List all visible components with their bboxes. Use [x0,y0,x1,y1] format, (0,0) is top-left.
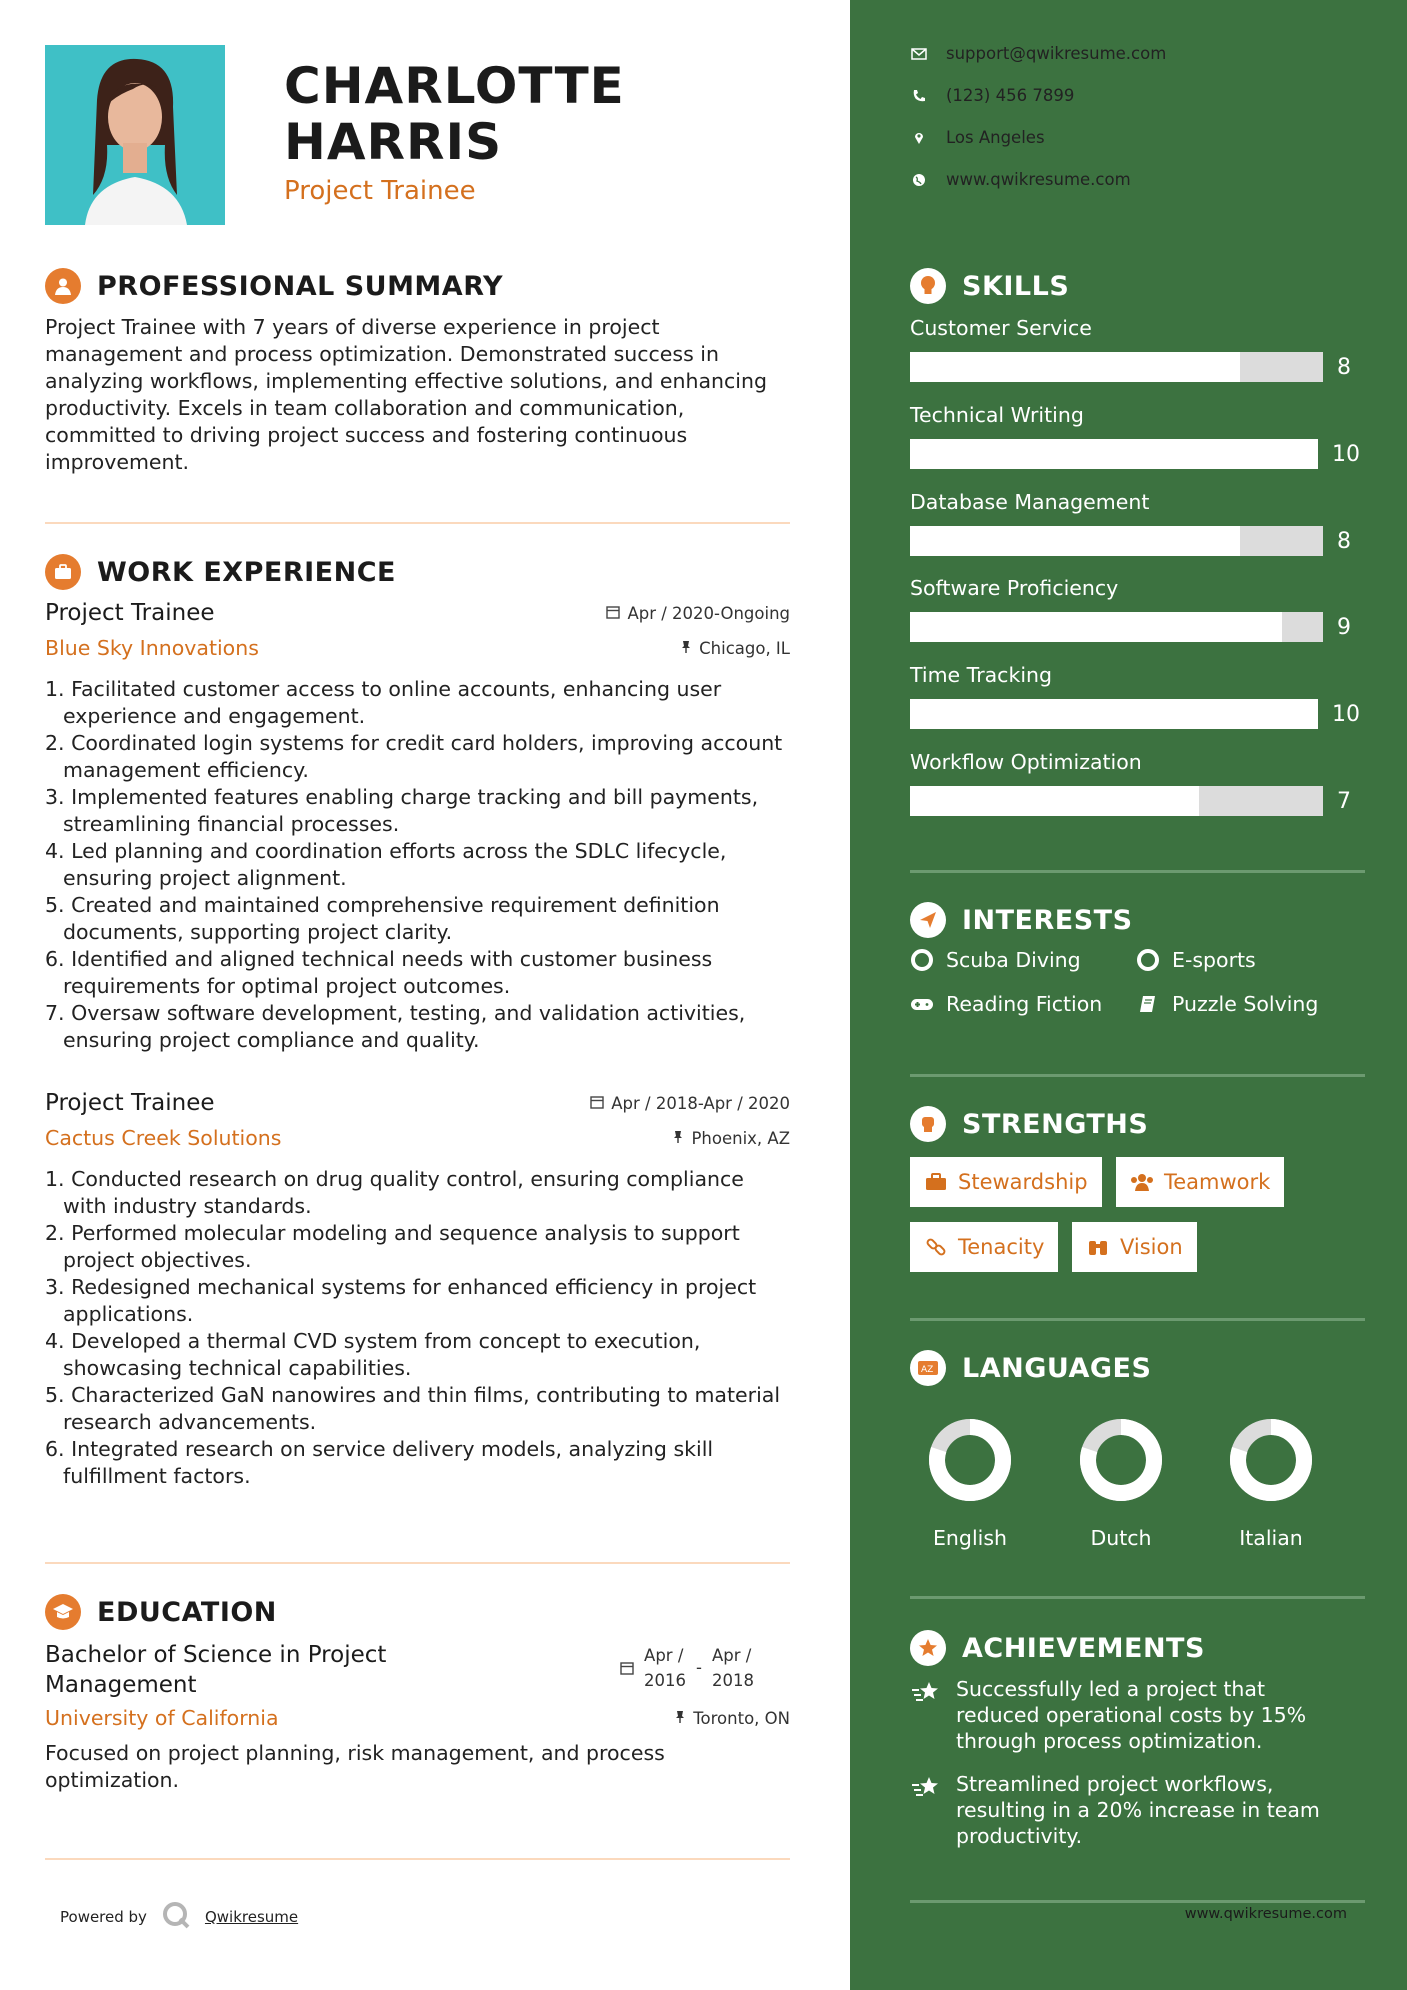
job-dates-text: Apr / 2018-Apr / 2020 [611,1093,790,1113]
website-text[interactable]: www.qwikresume.com [946,170,1131,189]
list-item: 4. Led planning and coordination efforts across the SDLC lifecycle, ensuring project alignment. [45,839,727,890]
user-icon [45,268,81,304]
interest-label: Reading Fiction [946,992,1103,1016]
language-item [1061,1412,1181,1550]
list-item: 6. Integrated research on service delivery models, analyzing skill fulfillment factors. [45,1437,714,1488]
language-item [1211,1412,1331,1550]
book-icon [1136,994,1160,1014]
list-item: 2. Performed molecular modeling and sequence analysis to support project objectives. [45,1221,740,1272]
skill-item [910,663,1360,729]
list-item: 3. Implemented features enabling charge tracking and bill payments, streamlining financial processes. [45,785,759,836]
strength-label: Tenacity [958,1235,1045,1259]
achievement-item [910,1771,1340,1849]
job-location-text: Phoenix, AZ [691,1128,790,1148]
date-separator: - [696,1658,702,1677]
language-icon [910,1350,946,1386]
link-icon [924,1236,948,1258]
sidebar-divider [910,1900,1365,1903]
language-name: English [932,1526,1008,1550]
strength-tag [910,1157,1102,1207]
education-heading [45,1594,277,1630]
skill-bar [910,612,1323,642]
job-dates [606,604,790,623]
interest-item [910,948,1081,972]
footer-url[interactable]: www.qwikresume.com [1184,1906,1347,1922]
gamepad-icon [910,996,934,1012]
list-item: 5. Characterized GaN nanowires and thin films, contributing to material research advancements. [45,1383,781,1434]
job-location-text: Chicago, IL [699,638,790,658]
skill-item [910,316,1360,382]
education-entry [45,1640,790,1794]
degree-line-2: Management [45,1672,197,1698]
candidate-title: Project Trainee [284,176,476,206]
skill-label: Software Proficiency [910,576,1119,600]
achievement-text: Successfully led a project that reduced operational costs by 15% through process optimization. [956,1677,1307,1753]
sidebar-divider [910,870,1365,873]
job-company: Cactus Creek Solutions [45,1126,282,1150]
profile-photo [45,45,225,225]
skill-value: 10 [1332,441,1360,467]
interest-label: E-sports [1172,948,1256,972]
school-location [674,1709,790,1728]
fist-icon [910,1106,946,1142]
interest-item [1136,992,1318,1016]
star-icon [910,1630,946,1666]
school: University of California [45,1706,279,1730]
list-item: 6. Identified and aligned technical needs with customer business requirements for optimal project outcomes. [45,947,713,998]
job-dates-text: Apr / 2020-Ongoing [627,603,790,623]
shooting-star-icon [910,1771,942,1849]
job-entry-2 [45,1090,790,1490]
strength-label: Stewardship [958,1170,1088,1194]
contact-website [910,170,1131,189]
achievements-title: ACHIEVEMENTS [962,1632,1205,1664]
envelope-icon [910,48,928,60]
start-year: 2016 [644,1671,687,1690]
pin-icon [680,639,692,658]
skill-value: 8 [1337,354,1351,380]
sidebar-divider [910,1318,1365,1321]
language-name: Italian [1239,1526,1303,1550]
skill-bar-fill [910,352,1240,382]
brand-link[interactable]: Qwikresume [204,1908,299,1926]
summary-text: Project Trainee with 7 years of diverse experience in project management and process optimization. Demonstrated success in analyzing workflows, implementing effective solutions, and enhancing productivity. Excels in team collaboration and communication, committed to driving project success and fostering continuous improvement. [45,315,767,474]
skill-bar-fill [910,439,1318,469]
skill-bar [910,699,1318,729]
location-text: Los Angeles [946,128,1045,147]
skill-label: Technical Writing [910,403,1084,427]
degree [45,1640,386,1700]
phone-text: (123) 456 7899 [946,86,1075,105]
svg-text:AZ: AZ [921,1365,934,1375]
strengths-heading [910,1106,1148,1142]
paper-plane-icon [910,902,946,938]
name-last: HARRIS [284,113,503,171]
briefcase-icon [924,1173,948,1191]
pin-icon [674,1709,686,1728]
summary-heading [45,268,503,304]
language-item [910,1412,1030,1550]
experience-heading [45,554,396,590]
job-dates [590,1094,790,1113]
job-location [680,639,790,658]
strengths-title: STRENGTHS [962,1108,1149,1140]
education-dates [620,1640,790,1700]
skill-value: 8 [1337,528,1351,554]
interests-heading [910,902,1133,938]
list-item: 3. Redesigned mechanical systems for enhanced efficiency in project applications. [45,1275,757,1326]
skill-bar-fill [910,786,1199,816]
achievement-text: Streamlined project workflows, resulting in a 20% increase in team productivity. [956,1772,1320,1848]
skill-bar [910,786,1323,816]
language-ring [1061,1412,1181,1508]
job-bullets [45,1166,790,1490]
job-entry-1 [45,600,790,1054]
briefcase-icon [45,554,81,590]
languages-title: LANGUAGES [962,1352,1152,1384]
skill-value: 7 [1337,788,1351,814]
name-first: CHARLOTTE [284,57,625,115]
strength-tag [1072,1222,1197,1272]
sidebar-divider [910,1596,1365,1599]
skill-bar-fill [910,699,1318,729]
skill-bar [910,439,1318,469]
powered-by-label: Powered by [60,1908,147,1926]
skill-item [910,403,1360,469]
shooting-star-icon [910,1676,942,1754]
divider [45,522,790,524]
sidebar-divider [910,1074,1365,1077]
contact-email [910,44,1166,63]
calendar-icon [620,1643,634,1682]
achievements-heading [910,1630,1205,1666]
skill-bar [910,352,1323,382]
candidate-name [284,58,625,170]
languages-heading [910,1350,1151,1386]
skill-item [910,576,1360,642]
email-text[interactable]: support@qwikresume.com [946,44,1167,63]
interest-label: Scuba Diving [946,948,1081,972]
lightbulb-icon [910,268,946,304]
school-location-text: Toronto, ON [693,1708,790,1728]
lifebuoy-icon [910,949,934,971]
language-name: Dutch [1090,1526,1152,1550]
strength-tag [1116,1157,1284,1207]
skill-item [910,750,1360,816]
skill-value: 9 [1337,614,1351,640]
skills-heading [910,268,1069,304]
job-bullets [45,676,790,1054]
interest-item [1136,948,1256,972]
powered-by [60,1900,298,1934]
degree-line-1: Bachelor of Science in Project [45,1642,387,1668]
list-item: 7. Oversaw software development, testing, and validation activities, ensuring project compliance and quality. [45,1001,746,1052]
end-year: 2018 [712,1671,754,1690]
list-item: 1. Conducted research on drug quality control, ensuring compliance with industry standards. [45,1167,744,1218]
divider [45,1858,790,1860]
list-item: 5. Created and maintained comprehensive requirement definition documents, supporting project clarity. [45,893,720,944]
job-location [672,1129,790,1148]
end-month: Apr / [712,1646,752,1665]
graduation-icon [45,1594,81,1630]
skill-bar [910,526,1323,556]
experience-title: WORK EXPERIENCE [97,556,396,588]
binoculars-icon [1086,1237,1110,1257]
skills-title: SKILLS [962,270,1070,302]
qwikresume-logo-icon [161,1900,191,1934]
list-item: 2. Coordinated login systems for credit card holders, improving account management efficiency. [45,731,783,782]
phone-icon [910,89,928,103]
calendar-icon [590,1094,604,1113]
skill-bar-fill [910,612,1282,642]
interest-item [910,992,1102,1016]
calendar-icon [606,604,620,623]
end-date [712,1643,754,1693]
skill-label: Workflow Optimization [910,750,1142,774]
interest-label: Puzzle Solving [1172,992,1319,1016]
list-item: 1. Facilitated customer access to online accounts, enhancing user experience and engagement. [45,677,722,728]
start-date [644,1643,686,1693]
pin-icon [672,1129,684,1148]
lifebuoy-icon [1136,949,1160,971]
language-ring [1211,1412,1331,1508]
skill-bar-fill [910,526,1240,556]
contact-location [910,128,1045,147]
achievement-item [910,1676,1340,1754]
job-role: Project Trainee [45,1090,215,1116]
divider [45,1562,790,1564]
skill-label: Customer Service [910,316,1092,340]
map-marker-icon [910,131,928,145]
skill-value: 10 [1332,701,1360,727]
skill-item [910,490,1360,556]
skill-label: Database Management [910,490,1150,514]
language-ring [910,1412,1030,1508]
start-month: Apr / [644,1646,684,1665]
skill-label: Time Tracking [910,663,1053,687]
list-item: 4. Developed a thermal CVD system from concept to execution, showcasing technical capabilities. [45,1329,701,1380]
job-role: Project Trainee [45,600,215,626]
strength-label: Vision [1120,1235,1183,1259]
strength-tag [910,1222,1058,1272]
education-title: EDUCATION [97,1596,277,1628]
strength-label: Teamwork [1164,1170,1271,1194]
contact-phone [910,86,1074,105]
users-icon [1130,1173,1154,1191]
job-company: Blue Sky Innovations [45,636,259,660]
summary-title: PROFESSIONAL SUMMARY [97,270,504,302]
education-description: Focused on project planning, risk management, and process optimization. [45,1741,665,1792]
interests-title: INTERESTS [962,904,1133,936]
globe-icon [910,173,928,187]
